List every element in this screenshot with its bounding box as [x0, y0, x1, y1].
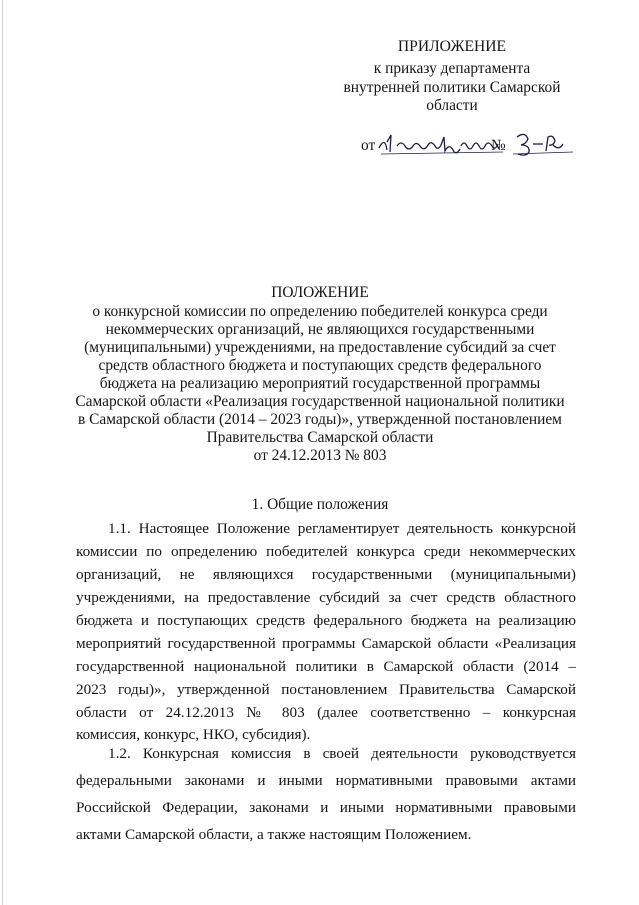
paragraph-line: комиссия, конкурс, НКО, субсидия). [76, 726, 311, 743]
document-title: ПОЛОЖЕНИЕ [271, 284, 369, 301]
appendix-date-row [361, 133, 576, 159]
handwritten-date [377, 130, 507, 158]
section-heading: 1. Общие положения [251, 496, 389, 513]
paragraph-line: федеральными законами и иными нормативными правовыми актами [76, 772, 576, 789]
appendix-line: к приказу департамента [373, 60, 531, 77]
paragraph-line: комиссии по определению победителей конкурса среди некоммерческих [76, 543, 576, 560]
paragraph-line: 1.1. Настоящее Положение регламентирует деятельность конкурсной [108, 520, 576, 537]
title-line: от 24.12.2013 № 803 [253, 447, 387, 464]
number-prefix: № [491, 137, 506, 154]
scan-edge [2, 0, 3, 905]
title-line: Самарской области «Реализация государственной национальной политики [75, 393, 565, 410]
date-prefix: от [361, 137, 376, 154]
paragraph-line: мероприятий государственной программы Самарской области «Реализация [76, 635, 576, 652]
title-line: средств областного бюджета и поступающих средств федерального [98, 357, 542, 374]
title-line: (муниципальными) учреждениями, на предоставление субсидий за счет [84, 339, 556, 356]
title-line: бюджета на реализацию мероприятий государственной программы [99, 375, 541, 392]
appendix-heading: ПРИЛОЖЕНИЕ [397, 38, 507, 55]
paragraph-line: области от 24.12.2013 № 803 (далее соответственно – конкурсная [76, 704, 576, 721]
paragraph-line: 2023 годы)», утвержденной постановлением Правительства Самарской [76, 681, 576, 698]
paragraph-line: актами Самарской области, а также настоящим Положением. [76, 826, 472, 843]
handwritten-number [513, 131, 575, 157]
paragraph-line: бюджета и поступающих средств федерального бюджета на реализацию [76, 612, 576, 629]
appendix-line: внутренней политики Самарской [343, 79, 561, 96]
paragraph-line: организаций, не являющихся государственными (муниципальными) [76, 566, 576, 583]
title-line: в Самарской области (2014 – 2023 годы)», утвержденной постановлением [78, 411, 562, 428]
appendix-line: области [426, 97, 478, 114]
paragraph-line: государственной национальной политики в Самарской области (2014 – [76, 658, 576, 675]
paragraph-line: Российской Федерации, законами и иными нормативными правовыми [76, 799, 576, 816]
title-line: Правительства Самарской области [206, 429, 434, 446]
title-line: о конкурсной комиссии по определению победителей конкурса среди [92, 303, 548, 320]
paragraph-line: учреждениями, на предоставление субсидий за счет средств областного [76, 589, 576, 606]
title-line: некоммерческих организаций, не являющихся государственными [105, 321, 535, 338]
paragraph-line: 1.2. Конкурсная комиссия в своей деятельности руководствуется [108, 745, 576, 762]
